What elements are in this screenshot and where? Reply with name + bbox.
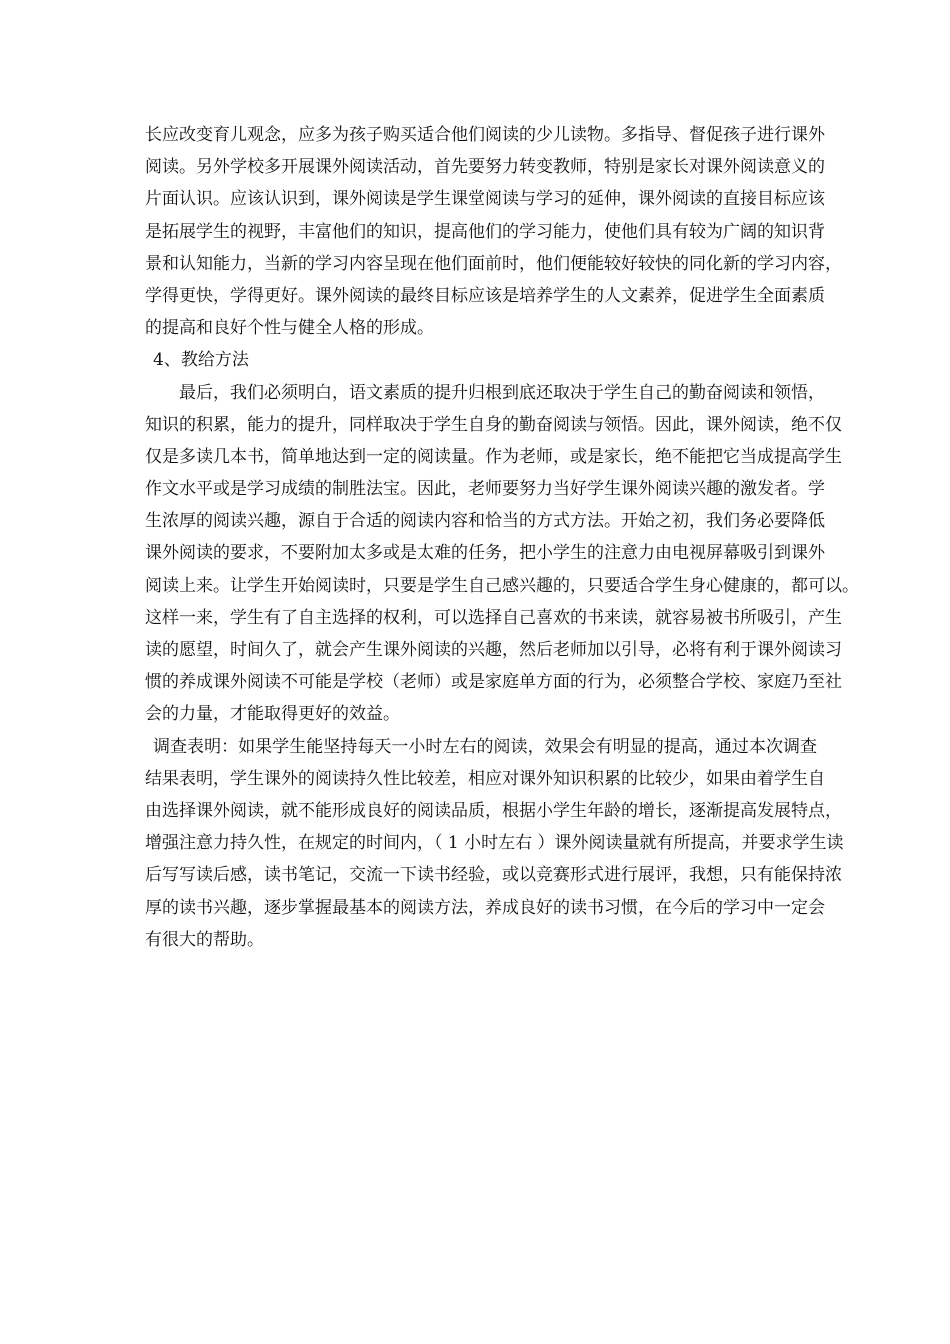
paragraph-survey-results [145,731,844,956]
text-line: 读的愿望，时间久了，就会产生课外阅读的兴趣，然后老师加以引导，必将有利于课外阅读习 [145,640,842,660]
text-line: 生浓厚的阅读兴趣，源自于合适的阅读内容和恰当的方式方法。开始之初，我们务必要降低 [145,511,825,532]
section-heading: 4、教给方法 [153,350,249,371]
text-line: 由选择课外阅读，就不能形成良好的阅读品质，根据小学生年龄的增长，逐渐提高发展特点， [145,800,842,821]
text-line: 有很大的帮助。 [145,929,264,950]
text-line: 会的力量，才能取得更好的效益。 [145,704,400,725]
text-line: 的提高和良好个性与健全人格的形成。 [145,318,434,339]
text-line: 景和认知能力，当新的学习内容呈现在他们面前时，他们便能较好较快的同化新的学习内容， [145,253,842,274]
text-line: 知识的积累，能力的提升，同样取决于学生自身的勤奋阅读与领悟。因此，课外阅读，绝不仅 [145,414,842,435]
paragraph-teaching-methods [145,377,859,731]
text-line: 这样一来，学生有了自主选择的权利，可以选择自己喜欢的书来读，就容易被书所吸引，产生 [145,607,842,628]
text-line: 结果表明，学生课外的阅读持久性比较差，相应对课外知识积累的比较少，如果由着学生自 [145,768,825,789]
text-line: 作文水平或是学习成绩的制胜法宝。因此，老师要努力当好学生课外阅读兴趣的激发者。学 [145,479,825,500]
text-line: 课外阅读的要求，不要附加太多或是太难的任务，把小学生的注意力由电视屏幕吸引到课外 [145,543,825,564]
text-line: 厚的读书兴趣，逐步掌握最基本的阅读方法，养成良好的读书习惯，在今后的学习中一定会 [145,897,825,918]
text-line: 学得更快，学得更好。课外阅读的最终目标应该是培养学生的人文素养，促进学生全面素质 [145,285,825,306]
text-line: 最后，我们必须明白，语文素质的提升归根到底还取决于学生自己的勤奋阅读和领悟， [179,382,825,403]
text-line: 是拓展学生的视野，丰富他们的知识，提高他们的学习能力，使他们具有较为广阔的知识背 [145,221,825,242]
document-body [145,119,859,956]
text-line: 长应改变育儿观念，应多为孩子购买适合他们阅读的少儿读物。多指导、督促孩子进行课外 [145,125,825,145]
text-line: 阅读上来。让学生开始阅读时，只要是学生自己感兴趣的，只要适合学生身心健康的，都可以。 [145,575,859,596]
text-line: 调查表明：如果学生能坚持每天一小时左右的阅读，效果会有明显的提高，通过本次调查 [153,736,817,757]
text-line: 增强注意力持久性，在规定的时间内，（ 1 小时左右 ）课外阅读量就有所提高，并要求学生读 [145,833,844,854]
text-line: 后写写读后感，读书笔记，交流一下读书经验，或以竞赛形式进行展评，我想，只有能保持浓 [145,865,842,886]
text-line: 惯的养成课外阅读不可能是学校（老师）或是家庭单方面的行为，必须整合学校、家庭乃至社 [145,672,842,693]
text-line: 片面认识。应该认识到，课外阅读是学生课堂阅读与学习的延伸，课外阅读的直接目标应该 [145,189,825,210]
text-line: 阅读。另外学校多开展课外阅读活动，首先要努力转变教师，特别是家长对课外阅读意义的 [145,157,825,178]
paragraph-parental-reading [145,119,842,344]
text-line: 仅是多读几本书，简单地达到一定的阅读量。作为老师，或是家长，绝不能把它当成提高学生 [145,446,842,467]
